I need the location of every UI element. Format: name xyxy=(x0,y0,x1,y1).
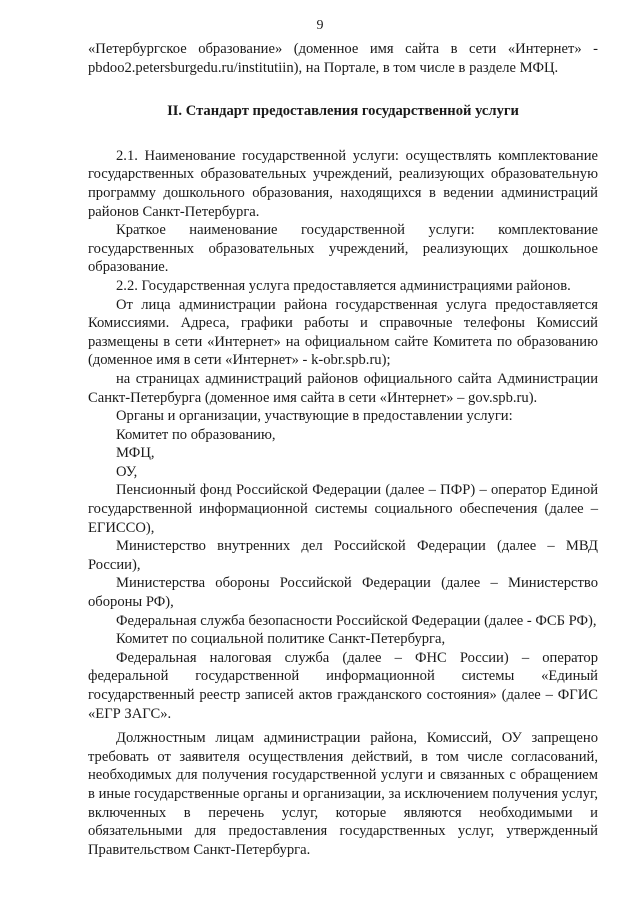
list-item: Федеральная служба безопасности Российской Федерации (далее - ФСБ РФ), xyxy=(116,612,597,629)
list-item: ОУ, xyxy=(116,463,138,480)
paragraph: 2.2. Государственная услуга предоставляется администрациями районов. xyxy=(116,277,571,294)
paragraph: на страницах администраций районов официального сайта Администрации Санкт-Петербурга (доменное имя сайта в сети «Интернет» – gov.spb.ru). xyxy=(88,370,598,406)
list-item: МФЦ, xyxy=(116,445,155,462)
section-heading: II. Стандарт предоставления государственной услуги xyxy=(167,103,519,120)
list-item: Федеральная налоговая служба (далее – ФНС России) – оператор федеральной государственной информационной системы «Единый государственный реестр записей актов гражданского состояния» (далее – ФГИС «ЕГР ЗАГС». xyxy=(88,649,598,722)
paragraph: Краткое наименование государственной услуги: комплектование государственных образовательных учреждений, реализующих дошкольное образование. xyxy=(88,222,598,276)
list-item: Пенсионный фонд Российской Федерации (далее – ПФР) – оператор Единой государственной информационной системы социального обеспечения (далее – ЕГИССО), xyxy=(88,482,598,536)
paragraph: От лица администрации района государственная услуга предоставляется Комиссиями. Адреса, графики работы и справочные телефоны Комиссий размещены в сети «Интернет» на официальном сайте Комитета по образованию (доменное имя в сети «Интернет» - k-obr.spb.ru); xyxy=(88,296,598,369)
page-number: 9 xyxy=(316,18,324,33)
list-item: Комитет по социальной политике Санкт-Петербурга, xyxy=(116,631,446,648)
document-body xyxy=(88,40,598,859)
paragraph: Органы и организации, участвующие в предоставлении услуги: xyxy=(116,408,513,425)
list-item: Министерство внутренних дел Российской Федерации (далее – МВД России), xyxy=(88,538,598,573)
paragraph: Должностным лицам администрации района, Комиссий, ОУ запрещено требовать от заявителя осуществления действий, в том числе согласований, необходимых для получения государственной услуги и связанных с обращением в иные государственные органы и организации, за исключением получения услуг, включенных в перечень услуг, которые являются необходимыми и обязательными для предоставления государственных услуг, утвержденный Правительством Санкт-Петербурга. xyxy=(88,730,598,858)
paragraph: 2.1. Наименование государственной услуги: осуществлять комплектование государственных образовательных учреждений, реализующих образовательную программу дошкольного образования, находящихся в ведении администраций районов Санкт-Петербурга. xyxy=(88,147,598,220)
list-item: Министерства обороны Российской Федерации (далее – Министерство обороны РФ), xyxy=(88,575,598,611)
paragraph: «Петербургское образование» (доменное имя сайта в сети «Интернет» - pbdoo2.petersburgedu.ru/institutiin), на Портале, в том числе в разделе МФЦ. xyxy=(88,41,598,76)
list-item: Комитет по образованию, xyxy=(116,426,276,443)
